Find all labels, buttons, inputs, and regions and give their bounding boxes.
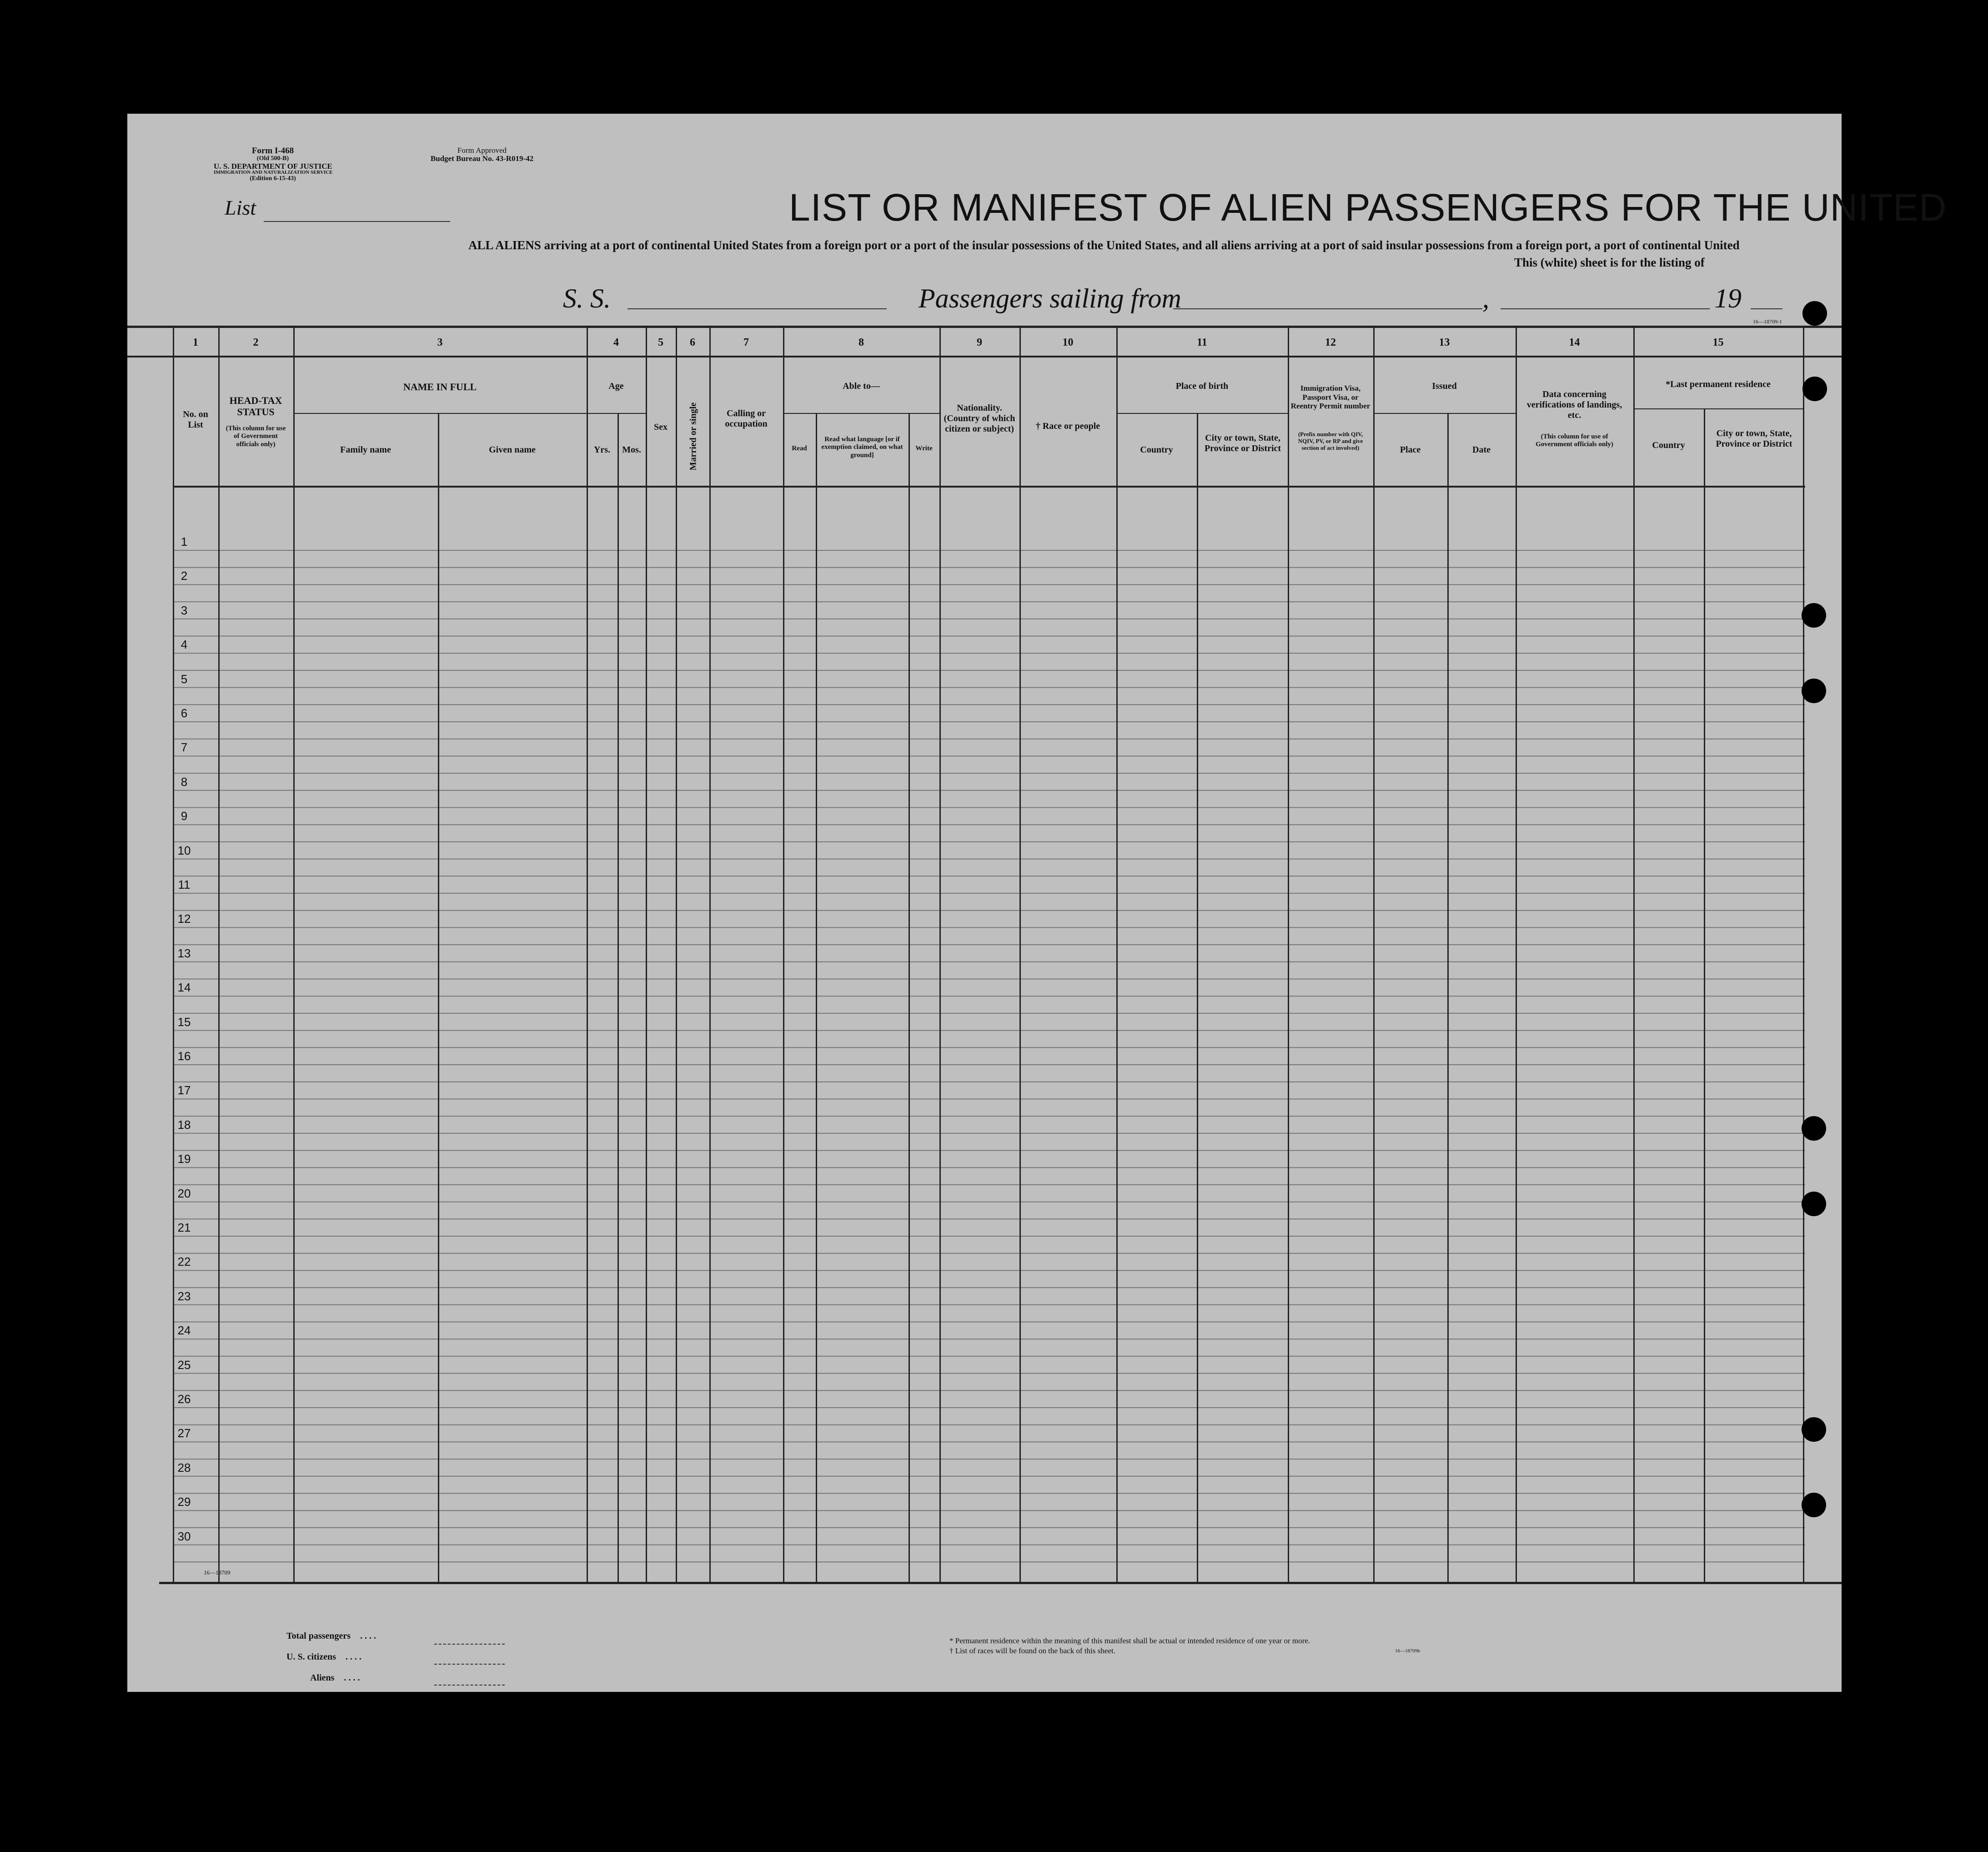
residence-subheader-rule	[1633, 408, 1803, 409]
ship-name-field[interactable]	[628, 308, 887, 309]
footer-print-code: 16—18709b	[1395, 1648, 1420, 1654]
col-heading-age: Age	[608, 381, 624, 391]
punch-hole	[1802, 301, 1827, 326]
total-passengers-field[interactable]	[434, 1644, 505, 1645]
col-heading-race-people: † Race or people	[1035, 421, 1100, 431]
row-number: 1	[181, 535, 188, 549]
col-number-1: 1	[193, 337, 198, 348]
table-top-rule	[127, 326, 1842, 328]
col-heading-place-of-birth: Place of birth	[1175, 381, 1229, 391]
ruled-rows	[173, 488, 1805, 1582]
punch-hole	[1802, 1116, 1826, 1141]
manifest-subtitle-line2: This (white) sheet is for the listing of	[1514, 256, 1705, 269]
departure-date-field[interactable]	[1501, 308, 1710, 309]
col-divider-2-3	[293, 326, 295, 1584]
col-heading-age-mos: Mos.	[622, 445, 641, 455]
year-field[interactable]	[1751, 308, 1782, 309]
col-heading-visa-number: Immigration Visa, Passport Visa, or Reentry Permit number	[1290, 384, 1371, 411]
col-number-4: 4	[613, 337, 619, 348]
row-number: 27	[177, 1426, 191, 1440]
row-number: 30	[177, 1529, 191, 1543]
print-code-top: 16—18709-1	[1753, 318, 1782, 325]
col-heading-married-single: Married or single	[688, 402, 698, 471]
col-divider-13-14	[1516, 326, 1517, 1584]
punch-hole	[1802, 377, 1827, 401]
manifest-title: LIST OR MANIFEST OF ALIEN PASSENGERS FOR THE UNITED	[789, 186, 1947, 229]
row-number: 22	[177, 1255, 191, 1269]
col-number-11: 11	[1197, 337, 1207, 348]
row-number: 12	[177, 912, 191, 926]
col-number-6: 6	[690, 337, 695, 348]
row-number: 10	[177, 843, 191, 857]
manifest-subtitle-line1: ALL ALIENS arriving at a port of continental United States from a foreign port or a port of the insular possessions of the United States, and all aliens arriving at a port of said insular possessions from a foreign port, a port of continental United	[468, 238, 1740, 252]
col-heading-read-language: Read what language [or if exemption claimed, on what ground]	[821, 436, 903, 459]
col-heading-residence-city: City or town, State, Province or District	[1716, 428, 1792, 449]
col-heading-given-name: Given name	[489, 445, 536, 455]
col-heading-issued: Issued	[1432, 381, 1457, 391]
row-number: 17	[177, 1083, 191, 1097]
col-divider-lang-write	[909, 413, 910, 1584]
row-number: 24	[177, 1324, 191, 1338]
col-divider-5-6	[676, 326, 677, 1584]
row-number: 9	[181, 809, 188, 823]
col-number-2: 2	[253, 337, 259, 348]
row-number: 20	[177, 1186, 191, 1200]
row-number: 11	[178, 878, 191, 891]
col-divider-14-15	[1633, 326, 1635, 1584]
col-heading-verifications: Data concerning verifications of landings, etc.	[1526, 389, 1622, 420]
aliens-field[interactable]	[434, 1685, 505, 1686]
col-number-9: 9	[977, 337, 982, 348]
row-number: 21	[177, 1221, 191, 1234]
col-divider-8-9	[939, 326, 941, 1584]
punch-hole	[1802, 1417, 1826, 1442]
col-heading-age-yrs: Yrs.	[593, 445, 611, 455]
list-label: List	[225, 196, 256, 219]
row-number: 15	[177, 1015, 191, 1029]
col-number-15: 15	[1712, 337, 1724, 348]
able-subheader-rule	[783, 413, 939, 414]
form-approved-text: Form Approved	[457, 146, 507, 155]
col-number-8: 8	[858, 337, 864, 348]
col-number-7: 7	[743, 337, 749, 348]
service-name: IMMIGRATION AND NATURALIZATION SERVICE	[214, 170, 333, 176]
col-heading-birth-country: Country	[1140, 445, 1173, 455]
footnote-race-list: † List of races will be found on the back of this sheet.	[949, 1646, 1115, 1655]
department-name: U. S. DEPARTMENT OF JUSTICE	[214, 161, 332, 171]
col-divider-place-date	[1447, 413, 1449, 1584]
row-number: 26	[177, 1392, 191, 1406]
print-code-bottom: 16—18709	[204, 1569, 231, 1576]
form-edition: (Edition 6-15-43)	[250, 175, 296, 182]
passengers-sailing-label: Passengers sailing from	[919, 283, 1181, 313]
row-number: 13	[177, 946, 191, 960]
col-number-12: 12	[1325, 337, 1336, 348]
issued-subheader-rule	[1373, 413, 1516, 414]
form-number: Form I-468	[251, 146, 294, 156]
col-heading-write: Write	[915, 445, 933, 452]
col-divider-read-lang	[816, 413, 817, 1584]
col-number-3: 3	[437, 337, 443, 348]
row-number: 8	[181, 775, 188, 789]
col-heading-last-residence: *Last permanent residence	[1666, 379, 1771, 389]
col-heading-sex: Sex	[654, 422, 668, 432]
row-number: 19	[177, 1152, 191, 1166]
row-number: 6	[181, 706, 188, 720]
age-subheader-rule	[587, 413, 646, 414]
punch-hole	[1802, 1493, 1826, 1517]
col-divider-12-13	[1373, 326, 1375, 1584]
col-number-10: 10	[1062, 337, 1074, 348]
col-heading-no-on-list: No. on List	[183, 409, 208, 430]
col-divider-9-10	[1019, 326, 1021, 1584]
row-number: 7	[181, 740, 188, 755]
punch-hole	[1802, 1192, 1826, 1216]
col-heading-issued-date: Date	[1472, 445, 1491, 455]
budget-bureau-number: Budget Bureau No. 43-R019-42	[430, 154, 534, 163]
row-number: 29	[177, 1495, 191, 1509]
col-heading-head-tax-note: (This column for use of Government officials only)	[226, 425, 286, 448]
form-approval	[421, 146, 543, 163]
col-heading-calling-occupation: Calling or occupation	[725, 408, 768, 429]
col-heading-residence-country: Country	[1652, 440, 1685, 450]
footnote-permanent-residence: * Permanent residence within the meaning of this manifest shall be actual or intended residence of one year or more.	[949, 1636, 1310, 1645]
aliens-label: Aliens . . . .	[310, 1673, 360, 1683]
row-number: 14	[177, 981, 191, 995]
col-divider-res-country-city	[1704, 408, 1705, 1584]
list-number-field[interactable]	[264, 221, 450, 222]
row-number: 28	[177, 1460, 191, 1475]
form-identification	[214, 146, 332, 182]
col-heading-verifications-note: (This column for use of Government officials only)	[1536, 433, 1613, 448]
col-divider-11-12	[1288, 326, 1289, 1584]
col-divider-right-edge	[1803, 326, 1804, 1584]
row-number: 4	[181, 638, 188, 652]
col-divider-6-7	[709, 326, 711, 1584]
total-passengers-label: Total passengers . . . .	[286, 1631, 376, 1641]
port-of-departure-field[interactable]	[1173, 308, 1482, 309]
col-divider-family-given	[438, 413, 439, 1584]
col-heading-issued-place: Place	[1400, 445, 1421, 455]
comma-separator: ,	[1482, 283, 1489, 313]
col-divider-7-8	[783, 326, 784, 1584]
col-divider-3-4	[587, 326, 588, 1584]
us-citizens-label: U. S. citizens . . . .	[286, 1652, 361, 1662]
name-subheader-rule	[293, 413, 587, 414]
row-number: 18	[177, 1117, 191, 1132]
col-divider-4-5	[646, 326, 647, 1584]
col-heading-visa-note: (Prefix number with QIV, NQIV, PV, or RP and give section of act involved)	[1298, 431, 1363, 451]
col-heading-name-in-full: NAME IN FULL	[403, 381, 477, 393]
punch-hole	[1802, 679, 1826, 703]
col-divider-birth-country-city	[1197, 413, 1198, 1584]
table-number-rule	[127, 356, 1842, 357]
row-number: 3	[181, 603, 188, 617]
row-number: 16	[177, 1049, 191, 1063]
row-number: 5	[181, 672, 188, 686]
row-number: 2	[181, 569, 188, 583]
row-number: 25	[177, 1358, 191, 1372]
year-prefix-label: 19	[1714, 283, 1742, 313]
col-heading-able-to: Able to—	[843, 381, 880, 391]
col-number-5: 5	[658, 337, 663, 348]
col-divider-10-11	[1116, 326, 1118, 1584]
punch-hole	[1802, 603, 1826, 628]
table-bottom-rule	[159, 1582, 1842, 1584]
birth-subheader-rule	[1116, 413, 1288, 414]
col-heading-nationality: Nationality. (Country of which citizen or subject)	[944, 403, 1015, 434]
col-number-13: 13	[1439, 337, 1450, 348]
col-divider-1-2	[218, 326, 220, 1584]
form-old-number: (Old 500-B)	[256, 155, 289, 162]
us-citizens-field[interactable]	[434, 1664, 505, 1665]
col-divider-yrs-mos	[617, 413, 619, 1584]
col-heading-family-name: Family name	[340, 445, 391, 455]
col-heading-head-tax: HEAD-TAX STATUS	[229, 395, 282, 418]
col-number-14: 14	[1569, 337, 1580, 348]
row-number: 23	[177, 1289, 191, 1303]
col-heading-birth-city: City or town, State, Province or District	[1204, 433, 1281, 453]
col-heading-read: Read	[792, 445, 807, 452]
ss-label: S. S.	[563, 283, 611, 313]
